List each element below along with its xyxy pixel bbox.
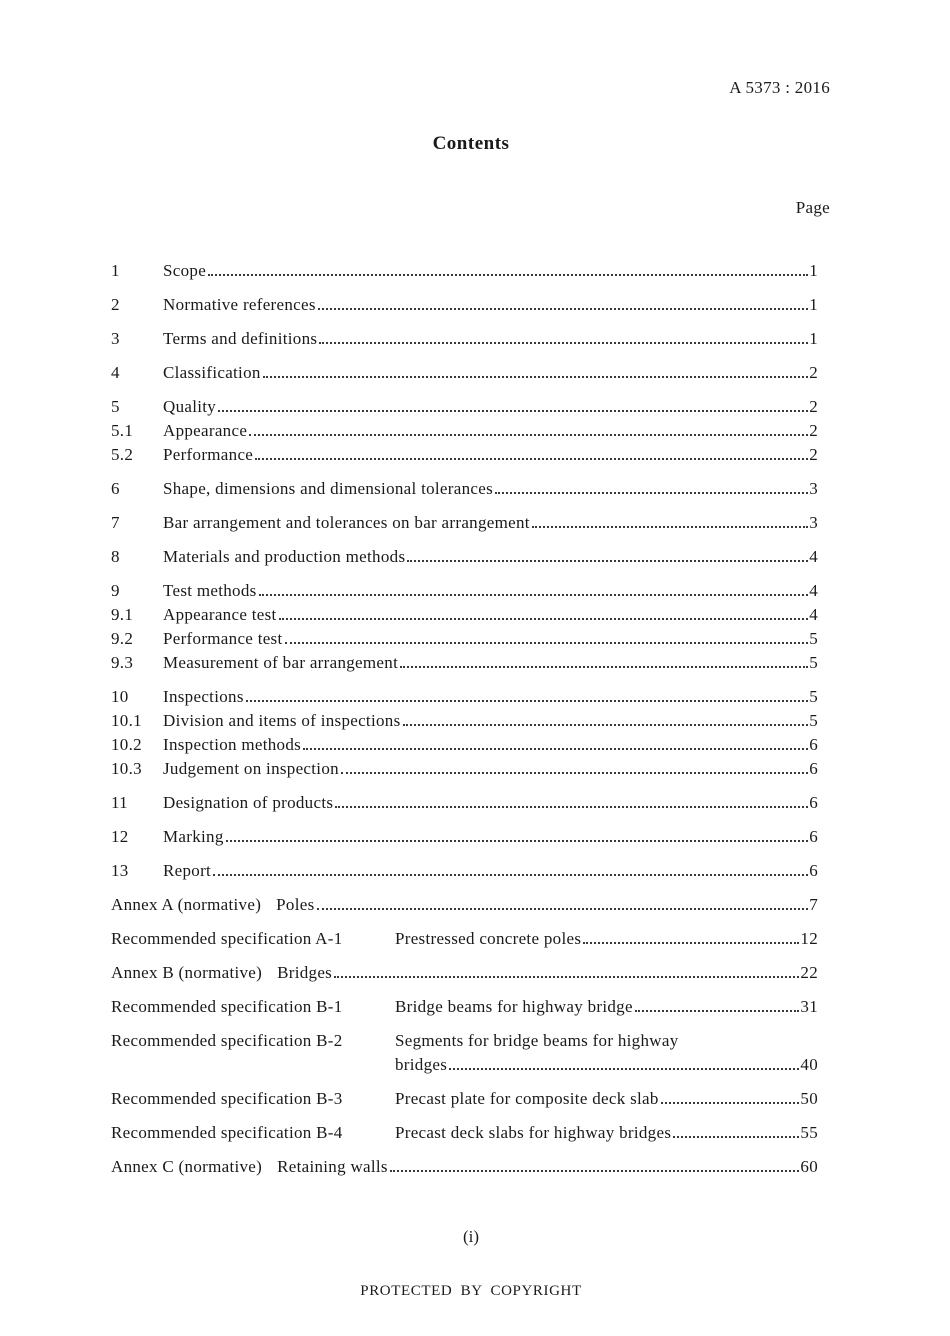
toc-entry-title: Inspection methods xyxy=(163,735,302,754)
document-number: A 5373 : 2016 xyxy=(729,78,830,97)
toc-entry[interactable] xyxy=(111,927,818,951)
toc-entry[interactable] xyxy=(111,791,818,815)
dot-leader xyxy=(226,840,809,842)
toc-entry[interactable] xyxy=(111,825,818,849)
toc-entry-prefix: Recommended specification B-1 xyxy=(111,997,343,1016)
toc-entry-page: 2 xyxy=(809,445,818,464)
toc-entry-page: 2 xyxy=(809,397,818,416)
toc-entry-number: 9.3 xyxy=(111,653,134,672)
toc-entry-title: Retaining walls xyxy=(277,1157,388,1176)
toc-entry-title: Prestressed concrete poles xyxy=(395,929,582,948)
toc-entry[interactable] xyxy=(111,1155,818,1179)
toc-entry-page: 2 xyxy=(809,421,818,440)
toc-entry-page: 3 xyxy=(809,479,818,498)
toc-entry-title: Materials and production methods xyxy=(163,547,406,566)
toc-entry-title: Normative references xyxy=(163,295,316,314)
toc-entry-page: 4 xyxy=(809,605,818,624)
dot-leader xyxy=(341,772,808,774)
toc-entry-page: 12 xyxy=(800,929,818,948)
toc-entry-page: 7 xyxy=(809,895,818,914)
dot-leader xyxy=(319,342,808,344)
toc-entry-number: 10 xyxy=(111,687,129,706)
toc-entry[interactable] xyxy=(111,293,818,317)
toc-entry-page: 4 xyxy=(809,547,818,566)
dot-leader xyxy=(635,1010,800,1012)
toc-entry[interactable] xyxy=(111,859,818,883)
dot-leader xyxy=(255,458,808,460)
dot-leader xyxy=(218,410,808,412)
toc-entry-title: Performance xyxy=(163,445,254,464)
toc-entry-prefix: Recommended specification A-1 xyxy=(111,929,343,948)
toc-entry-title: Precast plate for composite deck slab xyxy=(395,1089,659,1108)
dot-leader xyxy=(213,874,808,876)
dot-leader xyxy=(285,642,809,644)
toc-entry-prefix: Recommended specification B-3 xyxy=(111,1089,343,1108)
toc-entry-number: 4 xyxy=(111,363,120,382)
toc-entry-title: Measurement of bar arrangement xyxy=(163,653,399,672)
toc-entry-title: Division and items of inspections xyxy=(163,711,401,730)
toc-entry-title: Classification xyxy=(163,363,261,382)
copyright-notice: PROTECTED BY COPYRIGHT xyxy=(360,1283,582,1299)
toc-entry[interactable] xyxy=(111,477,818,501)
toc-entry-title: Judgement on inspection xyxy=(163,759,339,778)
toc-entry-prefix: Recommended specification B-4 xyxy=(111,1123,343,1142)
toc-entry[interactable] xyxy=(111,361,818,385)
toc-entry-title: Appearance test xyxy=(163,605,277,624)
toc-entry-number: 9.1 xyxy=(111,605,134,624)
dot-leader xyxy=(673,1136,799,1138)
dot-leader xyxy=(303,748,808,750)
toc-entry[interactable] xyxy=(111,995,818,1019)
toc-entry[interactable] xyxy=(111,709,818,733)
toc-entry-number: 12 xyxy=(111,827,129,846)
dot-leader xyxy=(403,724,809,726)
toc-entry-title: Shape, dimensions and dimensional tolerances xyxy=(163,479,493,498)
dot-leader xyxy=(246,700,808,702)
toc-entry[interactable] xyxy=(111,961,818,985)
toc-entry-page: 1 xyxy=(809,295,818,314)
toc-entry-title: Terms and definitions xyxy=(163,329,318,348)
toc-entry-number: 13 xyxy=(111,861,129,880)
toc-entry[interactable] xyxy=(111,651,818,675)
toc-entry-title-block xyxy=(395,1029,818,1077)
toc-entry[interactable] xyxy=(111,685,818,709)
table-of-contents xyxy=(111,259,818,1179)
toc-entry-number: 6 xyxy=(111,479,120,498)
toc-entry[interactable] xyxy=(111,327,818,351)
toc-entry-number: 5.2 xyxy=(111,445,134,464)
toc-entry-page: 22 xyxy=(800,963,818,982)
toc-entry-number: 3 xyxy=(111,329,120,348)
toc-entry-page: 6 xyxy=(809,759,818,778)
toc-entry[interactable] xyxy=(111,259,818,283)
toc-entry[interactable] xyxy=(111,511,818,535)
dot-leader xyxy=(334,976,799,978)
toc-entry-number: 11 xyxy=(111,793,128,812)
toc-entry[interactable] xyxy=(111,893,818,917)
toc-entry-page: 5 xyxy=(809,653,818,672)
toc-entry-prefix: Annex B (normative) xyxy=(111,963,263,982)
toc-entry-page: 6 xyxy=(809,735,818,754)
toc-entry-page: 1 xyxy=(809,261,818,280)
dot-leader xyxy=(400,666,808,668)
toc-entry-title: Bar arrangement and tolerances on bar arrangement xyxy=(163,513,530,532)
toc-entry-title-line2 xyxy=(395,1053,818,1077)
toc-entry-page: 6 xyxy=(809,793,818,812)
toc-entry[interactable] xyxy=(111,733,818,757)
toc-entry-prefix: Annex A (normative) xyxy=(111,895,262,914)
toc-entry-number: 7 xyxy=(111,513,120,532)
toc-entry-number: 1 xyxy=(111,261,120,280)
dot-leader xyxy=(208,274,808,276)
toc-entry-title: Scope xyxy=(163,261,207,280)
toc-entry[interactable] xyxy=(111,579,818,603)
toc-entry-page: 40 xyxy=(800,1055,818,1074)
dot-leader xyxy=(407,560,808,562)
toc-entry-title: Report xyxy=(163,861,212,880)
toc-entry-number: 10.3 xyxy=(111,759,142,778)
toc-entry[interactable] xyxy=(111,545,818,569)
toc-entry-page: 55 xyxy=(800,1123,818,1142)
dot-leader xyxy=(279,618,809,620)
toc-entry-number: 9 xyxy=(111,581,120,600)
toc-entry-title: Precast deck slabs for highway bridges xyxy=(395,1123,672,1142)
toc-entry-title: Test methods xyxy=(163,581,257,600)
toc-entry-title: Segments for bridge beams for highway xyxy=(395,1031,679,1050)
toc-entry-title: Inspections xyxy=(163,687,244,706)
toc-entry-title: Quality xyxy=(163,397,217,416)
toc-entry-page: 4 xyxy=(809,581,818,600)
toc-entry-page: 6 xyxy=(809,861,818,880)
toc-entry-title-continued: bridges xyxy=(395,1055,448,1074)
footer-page-number: (i) xyxy=(462,1227,480,1246)
toc-entry-title: Performance test xyxy=(163,629,283,648)
toc-entry-title: Bridges xyxy=(277,963,333,982)
toc-entry-title: Bridge beams for highway bridge xyxy=(395,997,633,1016)
toc-entry[interactable] xyxy=(111,1121,818,1145)
toc-entry-page: 5 xyxy=(809,687,818,706)
toc-entry-title: Poles xyxy=(276,895,315,914)
toc-entry-number: 8 xyxy=(111,547,120,566)
dot-leader xyxy=(449,1068,799,1070)
toc-entry-page: 50 xyxy=(800,1089,818,1108)
toc-entry[interactable] xyxy=(111,603,818,627)
toc-entry-title: Marking xyxy=(163,827,224,846)
dot-leader xyxy=(259,594,809,596)
toc-entry-page: 2 xyxy=(809,363,818,382)
toc-entry-page: 60 xyxy=(800,1157,818,1176)
dot-leader xyxy=(317,908,809,910)
page-title: Contents xyxy=(432,133,510,154)
toc-entry-page: 31 xyxy=(800,997,818,1016)
toc-entry-number: 10.2 xyxy=(111,735,142,754)
toc-entry[interactable] xyxy=(111,395,818,419)
toc-entry-page: 6 xyxy=(809,827,818,846)
dot-leader xyxy=(318,308,808,310)
toc-entry-page: 5 xyxy=(809,629,818,648)
toc-entry-number: 5 xyxy=(111,397,120,416)
toc-entry-prefix: Recommended specification B-2 xyxy=(111,1031,343,1050)
toc-entry[interactable] xyxy=(111,1087,818,1111)
toc-entry-number: 9.2 xyxy=(111,629,134,648)
toc-entry-title: Appearance xyxy=(163,421,248,440)
dot-leader xyxy=(263,376,809,378)
toc-entry-prefix: Annex C (normative) xyxy=(111,1157,263,1176)
toc-entry[interactable] xyxy=(111,1029,818,1077)
toc-entry-page: 1 xyxy=(809,329,818,348)
toc-entry-page: 5 xyxy=(809,711,818,730)
page-column-label: Page xyxy=(795,198,830,217)
dot-leader xyxy=(495,492,808,494)
toc-entry-number: 2 xyxy=(111,295,120,314)
dot-leader xyxy=(661,1102,800,1104)
dot-leader xyxy=(335,806,808,808)
toc-entry[interactable] xyxy=(111,757,818,781)
dot-leader xyxy=(532,526,808,528)
dot-leader xyxy=(249,434,808,436)
dot-leader xyxy=(390,1170,800,1172)
toc-entry[interactable] xyxy=(111,419,818,443)
toc-entry-number: 10.1 xyxy=(111,711,142,730)
toc-entry-title: Designation of products xyxy=(163,793,334,812)
toc-entry-page: 3 xyxy=(809,513,818,532)
toc-entry[interactable] xyxy=(111,627,818,651)
toc-entry-number: 5.1 xyxy=(111,421,134,440)
dot-leader xyxy=(583,942,799,944)
toc-entry[interactable] xyxy=(111,443,818,467)
